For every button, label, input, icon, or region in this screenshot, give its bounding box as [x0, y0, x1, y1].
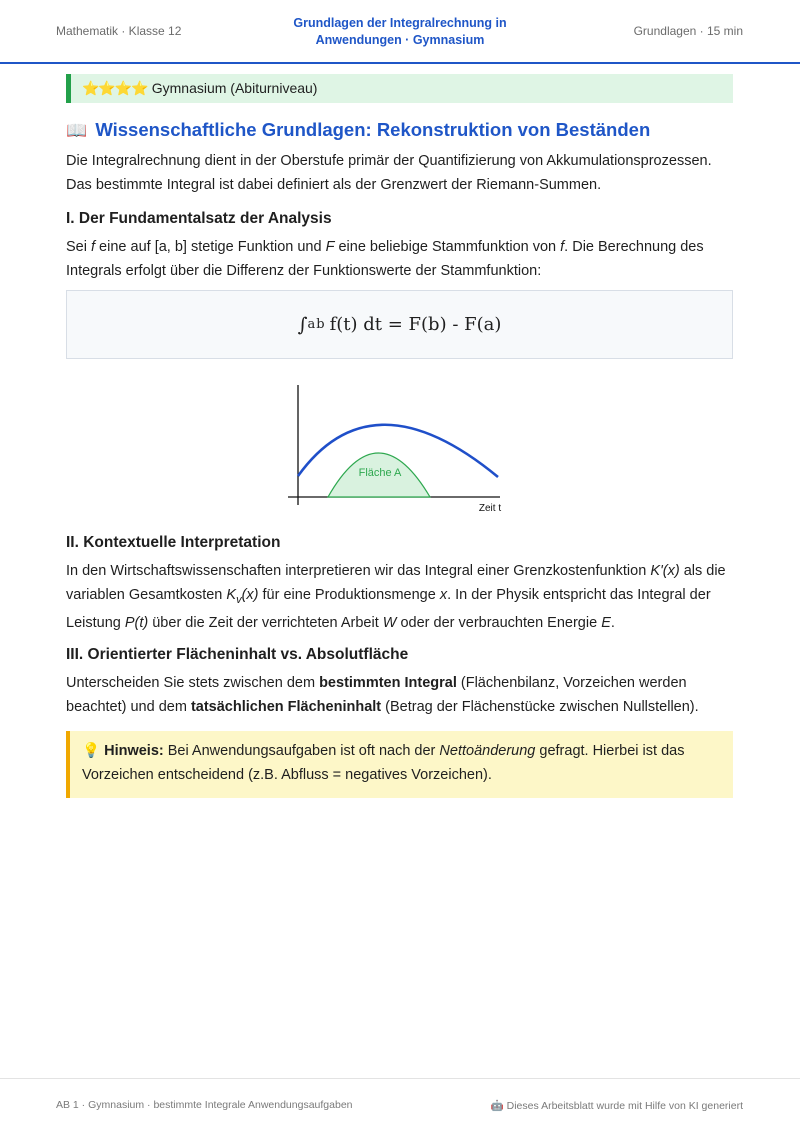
formula-box	[66, 290, 733, 359]
heading-flaecheninhalt: III. Orientierter Flächeninhalt vs. Absolutfläche	[66, 646, 409, 664]
page-footer	[0, 1078, 800, 1131]
integral-lower-bound: a	[307, 317, 316, 332]
open-book-icon: 📖	[66, 121, 88, 140]
section-title-text: Wissenschaftliche Grundlagen: Rekonstruktion von Beständen	[95, 119, 651, 140]
star-rating-icons: ⭐⭐⭐⭐	[82, 80, 148, 96]
lightbulb-icon: 💡	[82, 743, 101, 760]
level-label: Gymnasium (Abiturniveau)	[151, 80, 318, 96]
paragraph-flaecheninhalt: Unterscheiden Sie stets zwischen dem bestimmten Integral (Flächenbilanz, Vorzeichen werden beachtet) und dem tatsächlichen Flächeninhalt (Betrag der Flächenstücke zwischen Nullstellen).	[66, 675, 699, 715]
hint-label: Hinweis:	[104, 743, 164, 760]
formula-body: f(t) dt = F(b) - F(a)	[329, 314, 502, 335]
page-title	[250, 15, 550, 49]
page-title-line1: Grundlagen der Integralrechnung in	[293, 16, 507, 30]
footer-worksheet-info: AB 1 · Gymnasium · bestimmte Integrale Anwendungsaufgaben	[56, 1099, 353, 1111]
page-header	[0, 0, 800, 64]
area-label: Fläche A	[358, 467, 402, 479]
header-duration: Grundlagen · 15 min	[633, 24, 743, 38]
worksheet-content	[66, 74, 733, 798]
intro-paragraph: Die Integralrechnung dient in der Oberstufe primär der Quantifizierung von Akkumulationsprozessen. Das bestimmte Integral ist dabei definiert als der Grenzwert der Riemann-Summen.	[66, 153, 712, 193]
integral-upper-bound: b	[316, 317, 325, 332]
integral-diagram	[66, 381, 733, 513]
level-badge	[66, 74, 733, 103]
page-title-line2: Anwendungen · Gymnasium	[315, 33, 485, 47]
footer-ai-note	[491, 1099, 743, 1112]
x-axis-label: Zeit t	[478, 503, 502, 513]
heading-fundamentalsatz: I. Der Fundamentalsatz der Analysis	[66, 210, 332, 227]
hint-box: 💡 Hinweis: Bei Anwendungsaufgaben ist oft nach der Nettoänderung gefragt. Hierbei ist das Vorzeichen entscheidend (z.B. Abfluss = negatives Vorzeichen).	[66, 731, 733, 798]
robot-icon: 🤖	[490, 1100, 504, 1112]
footer-ai-text: Dieses Arbeitsblatt wurde mit Hilfe von KI generiert	[506, 1100, 743, 1112]
integral-diagram-svg	[284, 381, 524, 513]
header-subject: Mathematik · Klasse 12	[56, 24, 182, 38]
integral-sign: ∫	[297, 313, 308, 336]
section-title	[66, 118, 733, 143]
heading-interpretation: II. Kontextuelle Interpretation	[66, 534, 281, 551]
paragraph-interpretation: In den Wirtschaftswissenschaften interpretieren wir das Integral einer Grenzkostenfunktion K'(x) als die variablen Gesamtkosten $K_v(x)$ für eine Produktionsmenge x. In der Physik entspricht das Integral der Leistung P(t) über die Zeit der verrichteten Arbeit W oder der verbrauchten Energie E.	[66, 563, 726, 631]
paragraph-fundamentalsatz: Sei f eine auf [a, b] stetige Funktion und F eine beliebige Stammfunktion von f. Die Berechnung des Integrals erfolgt über die Differenz der Funktionswerte der Stammfunktion:	[66, 239, 704, 279]
